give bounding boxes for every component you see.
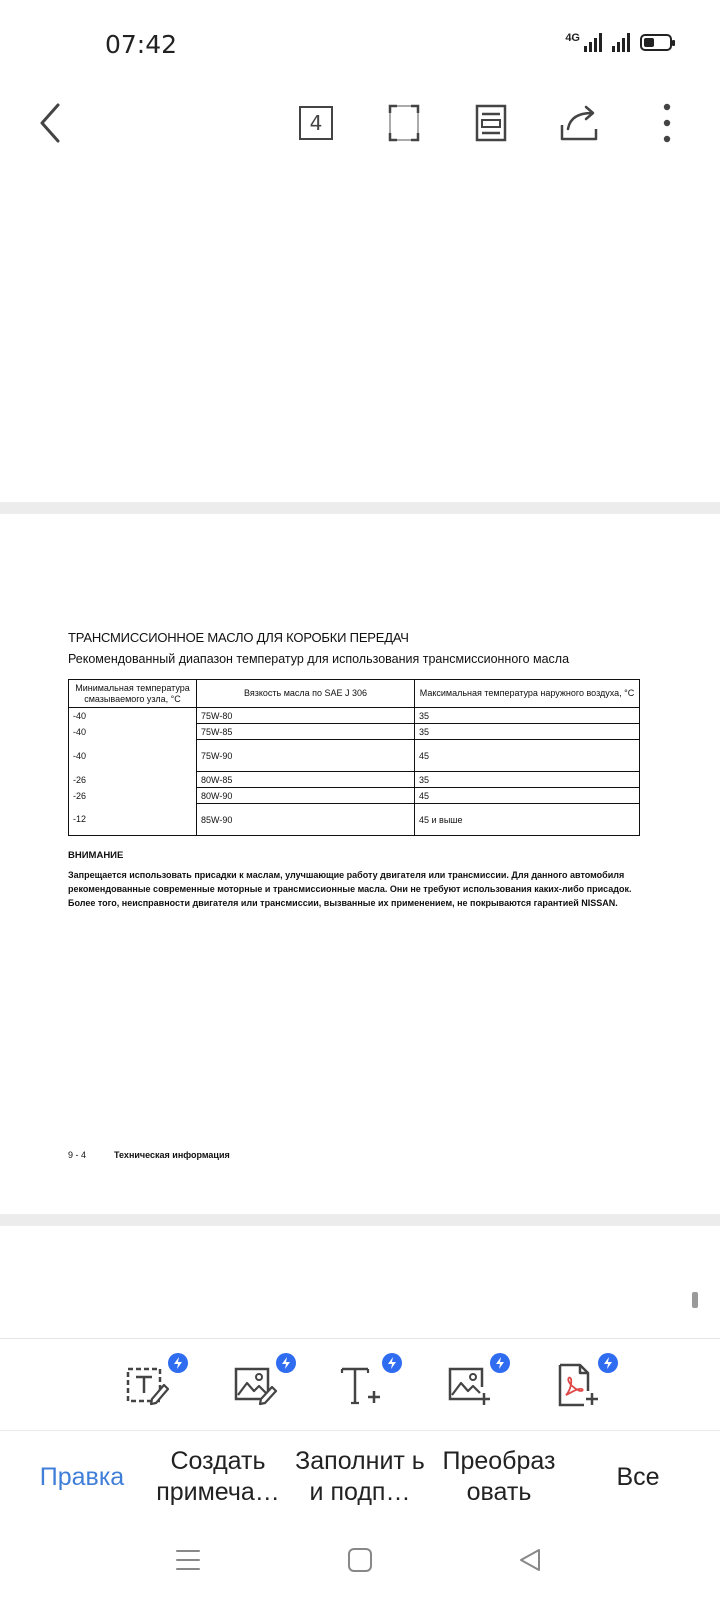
document-viewer[interactable] <box>0 168 720 1338</box>
page-footer-section: Техническая информация <box>114 1150 230 1160</box>
table-row <box>69 788 640 804</box>
add-text-box-icon <box>124 1361 172 1409</box>
premium-badge-icon <box>168 1353 188 1373</box>
table-header-row <box>69 680 640 708</box>
table-header: Минимальная температура смазываемого узла, °C <box>69 680 197 708</box>
table-row <box>69 740 640 772</box>
warning-text: Запрещается использовать присадки к маслам, улучшающие работу двигателя или трансмиссии. Для данного автомобиля рекомендованные современные моторные и трансмиссионные масла. Они не требуют использования каких-либо присадок. Более того, неисправности двигателя или трансмиссии, вызванные их применением, не покрываются гарантией NISSAN. <box>68 870 632 908</box>
fullscreen-icon <box>387 103 421 143</box>
back-icon <box>36 101 66 145</box>
table-row <box>69 708 640 724</box>
battery-icon <box>640 34 672 51</box>
edit-image-tool[interactable] <box>232 1361 280 1409</box>
share-icon <box>558 103 602 143</box>
table-header: Максимальная температура наружного воздуха, °C <box>415 680 640 708</box>
network-type-label: 4G <box>565 32 580 44</box>
menu-icon <box>175 1547 201 1573</box>
table-cell: -12 <box>69 804 197 836</box>
premium-badge-icon <box>598 1353 618 1373</box>
add-text-box-tool[interactable] <box>124 1361 172 1409</box>
table-cell: 80W-85 <box>197 772 415 788</box>
table-cell: 85W-90 <box>197 804 415 836</box>
tab-create-note[interactable]: Создать примеча… <box>156 1447 280 1506</box>
share-button[interactable] <box>555 98 605 148</box>
edit-tools-bar <box>0 1338 720 1431</box>
previous-page <box>0 168 720 502</box>
table-cell: -40 <box>69 724 197 740</box>
add-image-tool[interactable] <box>446 1361 494 1409</box>
recent-apps-button[interactable] <box>170 1542 206 1578</box>
fullscreen-button[interactable] <box>379 98 429 148</box>
page-footer-number: 9 - 4 <box>68 1150 87 1160</box>
tab-all[interactable]: Все <box>616 1462 660 1491</box>
home-button[interactable] <box>342 1542 378 1578</box>
status-icons <box>565 32 672 52</box>
home-icon <box>347 1547 373 1573</box>
table-cell: -40 <box>69 740 197 772</box>
tab-edit[interactable]: Правка <box>39 1462 125 1491</box>
page-count-icon: 4 <box>299 106 333 140</box>
premium-badge-icon <box>490 1353 510 1373</box>
more-options-button[interactable] <box>642 98 692 148</box>
table-cell: 75W-90 <box>197 740 415 772</box>
table-cell: 45 <box>415 788 640 804</box>
top-toolbar <box>0 80 720 168</box>
table-cell: 75W-80 <box>197 708 415 724</box>
table-row <box>69 804 640 836</box>
more-options-icon <box>661 103 673 143</box>
battery-fill <box>644 38 654 47</box>
scrollbar-thumb[interactable] <box>692 1292 698 1308</box>
page-count-button[interactable] <box>291 98 341 148</box>
edit-image-icon <box>232 1361 280 1409</box>
add-text-icon <box>338 1361 386 1409</box>
status-time: 07:42 <box>105 30 178 59</box>
add-text-tool[interactable] <box>338 1361 386 1409</box>
signal-icon-2 <box>612 32 630 52</box>
table-cell: 35 <box>415 708 640 724</box>
reading-mode-button[interactable] <box>466 98 516 148</box>
table-row <box>69 724 640 740</box>
tab-fill-and-sign[interactable]: Заполнит ь и подп… <box>295 1447 425 1506</box>
current-page <box>0 514 720 1214</box>
table-cell: 45 и выше <box>415 804 640 836</box>
table-cell: 35 <box>415 724 640 740</box>
table-cell: 45 <box>415 740 640 772</box>
warning-heading: ВНИМАНИЕ <box>68 850 124 861</box>
table-cell: -26 <box>69 772 197 788</box>
system-nav-bar <box>0 1520 720 1600</box>
table-header: Вязкость масла по SAE J 306 <box>197 680 415 708</box>
mode-tabs <box>0 1430 720 1521</box>
table-cell: 35 <box>415 772 640 788</box>
page-subtitle: Рекомендованный диапазон температур для использования трансмиссионного масла <box>68 652 570 666</box>
tab-convert[interactable]: Преобраз овать <box>442 1447 556 1506</box>
next-page <box>0 1226 720 1338</box>
pdf-tools-tool[interactable] <box>554 1361 602 1409</box>
table-cell: 80W-90 <box>197 788 415 804</box>
pdf-tools-icon <box>554 1361 602 1409</box>
add-image-icon <box>446 1361 494 1409</box>
back-triangle-icon <box>517 1547 543 1573</box>
table-cell: -26 <box>69 788 197 804</box>
table-cell: -40 <box>69 708 197 724</box>
premium-badge-icon <box>382 1353 402 1373</box>
back-nav-button[interactable] <box>512 1542 548 1578</box>
back-button[interactable] <box>26 98 76 148</box>
table-cell: 75W-85 <box>197 724 415 740</box>
page-title: ТРАНСМИССИОННОЕ МАСЛО ДЛЯ КОРОБКИ ПЕРЕДАЧ <box>68 630 409 645</box>
signal-icon <box>584 32 602 52</box>
status-bar <box>0 0 720 80</box>
oil-table <box>68 679 640 836</box>
premium-badge-icon <box>276 1353 296 1373</box>
table-row <box>69 772 640 788</box>
reading-mode-icon <box>474 103 508 143</box>
